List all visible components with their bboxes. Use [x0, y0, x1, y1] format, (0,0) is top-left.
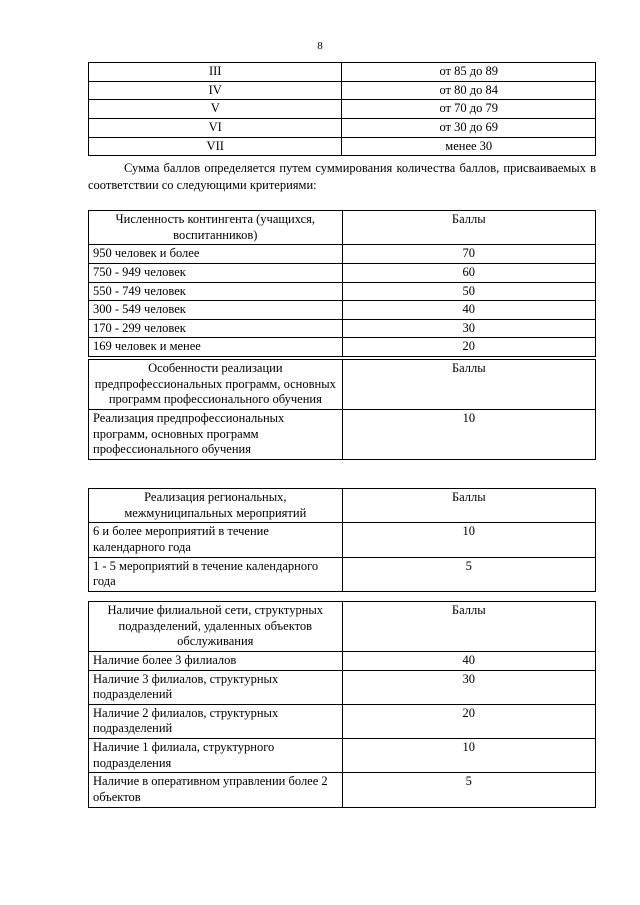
- criterion-header: Особенности реализации предпрофессиональных программ, основных программ профессионального обучения: [89, 360, 343, 410]
- score-cell: 10: [342, 409, 595, 459]
- table-row: [89, 704, 596, 738]
- table-row: [89, 523, 596, 557]
- criterion-cell: Наличие в оперативном управлении более 2 объектов: [89, 773, 343, 807]
- programs-table: [88, 359, 596, 460]
- grade-cell: V: [89, 100, 342, 119]
- table-row: [89, 63, 596, 82]
- score-cell: 20: [342, 704, 595, 738]
- grade-cell: VI: [89, 118, 342, 137]
- criterion-cell: 1 - 5 мероприятий в течение календарного года: [89, 557, 343, 591]
- table-header-row: [89, 489, 596, 523]
- score-cell: 40: [342, 651, 595, 670]
- range-cell: от 80 до 84: [342, 81, 596, 100]
- grade-cell: IV: [89, 81, 342, 100]
- score-header: Баллы: [342, 211, 595, 245]
- table-row: [89, 263, 596, 282]
- score-cell: 60: [342, 263, 595, 282]
- table-row: [89, 245, 596, 264]
- criterion-cell: 6 и более мероприятий в течение календарного года: [89, 523, 343, 557]
- score-header: Баллы: [342, 360, 595, 410]
- criterion-cell: Наличие 1 филиала, структурного подразделения: [89, 739, 343, 773]
- criterion-header: Реализация региональных, межмуниципальных мероприятий: [89, 489, 343, 523]
- score-header: Баллы: [342, 489, 595, 523]
- criterion-cell: 950 человек и более: [89, 245, 343, 264]
- criterion-header: Наличие филиальной сети, структурных подразделений, удаленных объектов обслуживания: [89, 602, 343, 652]
- criterion-header: Численность контингента (учащихся, воспитанников): [89, 211, 343, 245]
- criterion-cell: Реализация предпрофессиональных программ, основных программ профессионального обучения: [89, 409, 343, 459]
- table-row: [89, 81, 596, 100]
- table-row: [89, 409, 596, 459]
- intro-paragraph: Сумма баллов определяется путем суммирования количества баллов, присваиваемых в соответствии со следующими критериями:: [88, 161, 596, 192]
- score-cell: 10: [342, 739, 595, 773]
- table-row: [89, 319, 596, 338]
- range-cell: от 30 до 69: [342, 118, 596, 137]
- branches-table: [88, 601, 596, 808]
- criterion-cell: 169 человек и менее: [89, 338, 343, 357]
- table-row: [89, 557, 596, 591]
- range-cell: от 85 до 89: [342, 63, 596, 82]
- table-row: [89, 282, 596, 301]
- table-header-row: [89, 360, 596, 410]
- grade-table: [88, 62, 596, 156]
- criterion-cell: Наличие более 3 филиалов: [89, 651, 343, 670]
- table-row: [89, 338, 596, 357]
- score-cell: 50: [342, 282, 595, 301]
- criterion-cell: 550 - 749 человек: [89, 282, 343, 301]
- grade-cell: III: [89, 63, 342, 82]
- table-header-row: [89, 602, 596, 652]
- score-cell: 30: [342, 670, 595, 704]
- page-number: 8: [317, 40, 323, 52]
- events-table: [88, 488, 596, 592]
- range-cell: менее 30: [342, 137, 596, 156]
- table-row: [89, 773, 596, 807]
- table-row: [89, 739, 596, 773]
- table-row: [89, 137, 596, 156]
- table-row: [89, 651, 596, 670]
- score-cell: 10: [342, 523, 595, 557]
- table-row: [89, 670, 596, 704]
- criterion-cell: 170 - 299 человек: [89, 319, 343, 338]
- table-row: [89, 118, 596, 137]
- score-cell: 30: [342, 319, 595, 338]
- score-cell: 40: [342, 301, 595, 320]
- criterion-cell: Наличие 2 филиалов, структурных подразделений: [89, 704, 343, 738]
- score-cell: 20: [342, 338, 595, 357]
- criterion-cell: 300 - 549 человек: [89, 301, 343, 320]
- score-cell: 5: [342, 557, 595, 591]
- range-cell: от 70 до 79: [342, 100, 596, 119]
- criterion-cell: Наличие 3 филиалов, структурных подразделений: [89, 670, 343, 704]
- score-cell: 5: [342, 773, 595, 807]
- table-header-row: [89, 211, 596, 245]
- contingent-table: [88, 210, 596, 357]
- grade-cell: VII: [89, 137, 342, 156]
- score-cell: 70: [342, 245, 595, 264]
- table-row: [89, 100, 596, 119]
- criterion-cell: 750 - 949 человек: [89, 263, 343, 282]
- score-header: Баллы: [342, 602, 595, 652]
- table-row: [89, 301, 596, 320]
